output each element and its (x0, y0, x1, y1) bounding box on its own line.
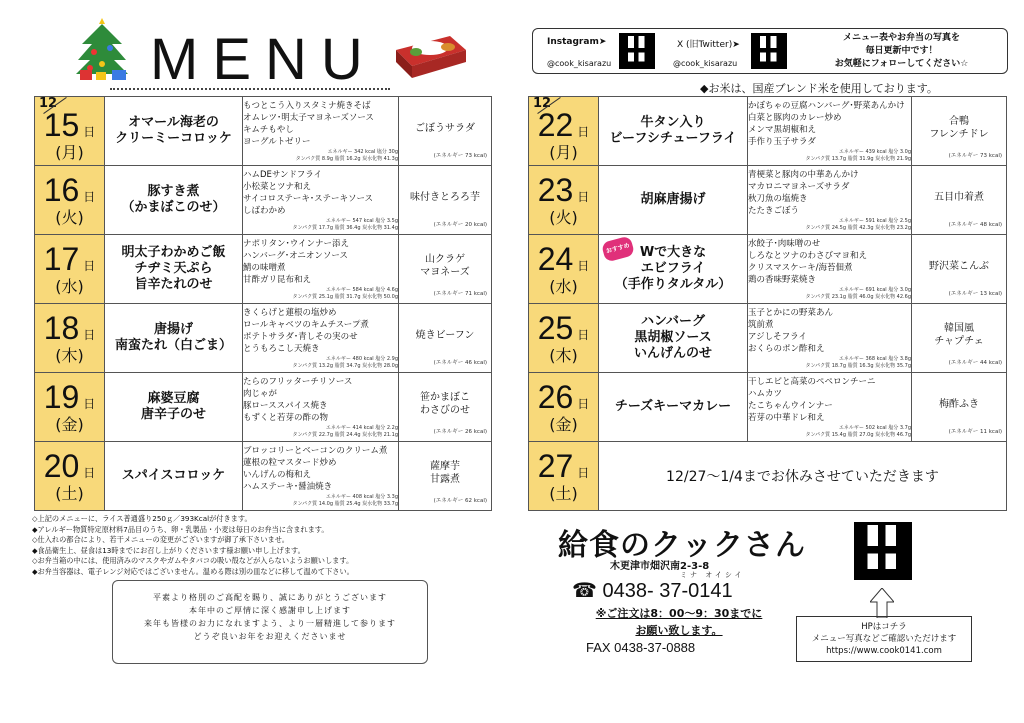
side-dishes (243, 235, 399, 304)
day-row (35, 373, 492, 442)
side-dish-item: たらのフリッターチリソース (243, 377, 353, 387)
x-label: X (旧Twitter)➤ (677, 40, 740, 50)
sns-message-line: お気軽にフォローしてください☆ (834, 59, 969, 69)
sub-dish (912, 304, 1007, 373)
side-dish-item: 玉子とかにの野菜あん (748, 308, 834, 318)
sub-dish-name (399, 122, 491, 135)
side-dishes (748, 235, 912, 304)
side-dish-item: ロールキャベツのキムチスープ煮 (243, 320, 369, 330)
day-row (529, 166, 1007, 235)
side-dishes (748, 166, 912, 235)
sub-dish-kcal: (エネルギー 48 kcal) (948, 222, 1002, 228)
side-dish-item: ハムステーキ･醤油焼き (243, 482, 333, 492)
main-dish-line: スパイスコロッケ (121, 468, 226, 483)
recommend-badge: おすすめ (601, 235, 635, 262)
side-dish-item: かぼちゃの豆腐ハンバーグ･野菜あんかけ (748, 101, 905, 111)
main-dish (599, 166, 748, 235)
main-dish (599, 235, 748, 304)
side-dish-item: ブロッコリーとベーコンのクリーム煮 (243, 446, 388, 456)
side-dish-item: 水餃子･肉味噌のせ (748, 239, 821, 249)
main-dish-line: 豚すき煮 (147, 184, 200, 199)
main-dish-line: 唐揚げ (153, 322, 193, 337)
weekday: (月) (549, 143, 578, 162)
nutrition-energy: エネルギー 342 kcal 塩分 30g (327, 149, 398, 155)
date-cell (35, 166, 105, 235)
side-dish-item: しばわかめ (243, 206, 286, 216)
note-line: ◆アレルギー物質特定原材料7品目のうち、卵・乳製品・小麦は毎日のお弁当に含まれます。 (32, 524, 329, 534)
date-number: 22 (537, 107, 574, 143)
side-dish-item: オムレツ･明太子マヨネーズソース (243, 113, 374, 123)
side-dishes (243, 97, 399, 166)
sub-dish-line: 笹かまぼこ (420, 392, 470, 403)
side-dish-item: 鶏の香味野菜焼き (748, 275, 817, 285)
side-dish-item: ナポリタン･ウインナー添え (243, 239, 349, 249)
weekday: (火) (55, 208, 84, 227)
day-unit: 日 (83, 466, 96, 480)
day-unit: 日 (577, 397, 590, 411)
phone-icon: ☎ (572, 580, 597, 602)
day-row (529, 235, 1007, 304)
side-dishes (243, 166, 399, 235)
date-number: 17 (43, 241, 80, 277)
side-dish-item: きくらげと蓮根の塩炒め (243, 308, 337, 318)
sub-dish (912, 373, 1007, 442)
nutrition-macros: タンパク質 24.5g 脂質 42.3g 炭水化物 23.2g (805, 225, 911, 231)
date-wrap (35, 380, 104, 434)
sub-dish-name (912, 398, 1006, 411)
date-number: 19 (43, 379, 80, 415)
title-underline (110, 88, 390, 90)
side-dishes (243, 304, 399, 373)
main-dish-line: 旨辛たれのせ (134, 277, 213, 292)
day-row (529, 373, 1007, 442)
date-wrap (35, 449, 104, 503)
nutrition-energy: エネルギー 584 kcal 塩分 4.6g (325, 287, 398, 293)
date-number: 25 (537, 310, 574, 346)
sub-dish (399, 166, 492, 235)
sub-dish-name (912, 191, 1006, 204)
arrow-up-icon (870, 588, 894, 618)
greeting-scroll (112, 580, 428, 664)
main-dish-line: オマール海老の (128, 115, 219, 130)
greeting-line: 平素より格別のご高配を賜り、誠にありがとうございます (153, 593, 387, 602)
order-line: お願い致します。 (635, 624, 723, 637)
nutrition-energy: エネルギー 591 kcal 塩分 2.5g (838, 218, 911, 224)
sub-dish-line: 焼きビーフン (415, 329, 475, 341)
date-wrap (35, 311, 104, 365)
date-cell (35, 442, 105, 511)
sub-dish-line: ごぼうサラダ (415, 122, 475, 134)
side-dish-item: 青梗菜と豚肉の中華あんかけ (748, 170, 859, 180)
menu-table-left (34, 96, 492, 511)
day-row (529, 304, 1007, 373)
side-dishes (748, 97, 912, 166)
order-line: ※ご注文は8：00～9：30までに (595, 607, 763, 620)
sub-dish-kcal: (エネルギー 20 kcal) (433, 222, 487, 228)
sub-dish-line: 五目巾着煮 (934, 191, 984, 203)
sub-dish-kcal: (エネルギー 73 kcal) (948, 153, 1002, 159)
main-dish (105, 373, 243, 442)
main-dish-line: ビーフシチューフライ (609, 131, 737, 146)
sub-dish-kcal: (エネルギー 11 kcal) (948, 429, 1002, 435)
nutrition-energy: エネルギー 368 kcal 塩分 3.8g (838, 356, 911, 362)
side-dish-item: 秋刀魚の塩焼き (748, 194, 808, 204)
weekday: (水) (55, 277, 84, 296)
date-wrap (35, 173, 104, 227)
sub-dish (399, 373, 492, 442)
day-row (35, 166, 492, 235)
main-dish-line: （かまぼこのせ） (121, 200, 226, 215)
sub-dish-name (912, 322, 1006, 348)
nutrition-macros: タンパク質 25.1g 脂質 31.7g 炭水化物 50.0g (292, 294, 398, 300)
main-dish (599, 304, 748, 373)
sns-message (799, 32, 1004, 71)
sns-banner (532, 28, 1008, 74)
sub-dish-line: 合鴨 (949, 116, 969, 127)
main-dish-line: 明太子わかめご飯 (121, 245, 226, 260)
sub-dish-kcal: (エネルギー 44 kcal) (948, 360, 1002, 366)
sub-dish-kcal: (エネルギー 73 kcal) (433, 153, 487, 159)
main-dish (105, 235, 243, 304)
side-dish-item: たこちゃんウインナー (748, 401, 833, 411)
note-line: ◇上記のメニューに、ライス普通盛り250ｇ／393Kcalが付きます。 (32, 514, 252, 523)
menu-title: MENU (150, 27, 377, 92)
nutrition-macros: タンパク質 18.7g 脂質 16.3g 炭水化物 35.7g (805, 363, 911, 369)
date-wrap (529, 311, 598, 365)
sub-dish-line: 韓国風 (944, 323, 974, 334)
day-unit: 日 (83, 190, 96, 204)
side-dish-item: もずくと若芽の酢の物 (243, 413, 329, 423)
side-dishes (748, 304, 912, 373)
date-cell (529, 235, 599, 304)
main-dish (105, 304, 243, 373)
note-line: ◇仕入れの都合により、若干メニューの変更がございますが御了承下さいませ。 (32, 535, 289, 544)
sub-dish-line: わさびのせ (420, 405, 470, 416)
sub-dish (912, 235, 1007, 304)
side-dish-item: クリスマスケーキ/海苔佃煮 (748, 263, 853, 273)
date-number: 18 (43, 310, 80, 346)
sub-dish-line: 梅酢ふき (939, 398, 979, 410)
x-qr-code[interactable] (751, 33, 787, 69)
day-unit: 日 (83, 397, 96, 411)
nutrition-macros: タンパク質 13.7g 脂質 31.9g 炭水化物 21.9g (805, 156, 911, 162)
main-dish (105, 97, 243, 166)
side-dishes (243, 442, 399, 511)
date-cell (529, 166, 599, 235)
side-dishes (748, 373, 912, 442)
side-dish-item: ハムDEサンドフライ (243, 170, 322, 180)
nutrition-energy: エネルギー 408 kcal 塩分 3.3g (325, 494, 398, 500)
day-row (35, 235, 492, 304)
date-cell (35, 304, 105, 373)
main-dish-line: クリーミーコロッケ (115, 131, 232, 146)
phone-text: 0438- 37-0141 (602, 580, 733, 602)
day-unit: 日 (83, 125, 96, 139)
sub-dish-line: 山クラゲ (425, 254, 465, 265)
side-dish-item: 小松菜とツナ和え (243, 182, 312, 192)
weekday: (水) (549, 277, 578, 296)
date-cell (529, 373, 599, 442)
side-dish-item: おくらのポン酢和え (748, 344, 825, 354)
sub-dish-name (399, 253, 491, 279)
side-dish-item: しろなとツナのわさびマヨ和え (748, 251, 868, 261)
day-unit: 日 (577, 125, 590, 139)
hp-url[interactable]: https://www.cook0141.com (826, 646, 942, 656)
main-dish-line: 牛タン入り (640, 115, 706, 130)
side-dish-item: 肉じゃが (243, 389, 278, 399)
weekday: (土) (549, 484, 578, 503)
side-dish-item: ポテトサラダ･青しその実のせ (243, 332, 358, 342)
side-dish-item: 手作り玉子サラダ (748, 137, 816, 147)
nutrition-macros: タンパク質 8.9g 脂質 16.2g 炭水化物 41.3g (295, 156, 398, 162)
sub-dish-name (399, 391, 491, 417)
sub-dish-line: 味付きとろろ芋 (410, 191, 480, 203)
date-cell (529, 97, 599, 166)
side-dish-item: もつとこう入りスタミナ焼きそば (243, 101, 371, 111)
sns-message-line: メニュー表やお弁当の写真を (842, 33, 960, 43)
holiday-notice: 12/27～1/4までお休みさせていただきます (599, 442, 1007, 511)
side-dish-item: 若芽の中華ドレ和え (748, 413, 825, 423)
main-dish-line: （手作りタルタル） (614, 277, 732, 292)
nutrition-macros: タンパク質 23.1g 脂質 46.0g 炭水化物 42.6g (805, 294, 911, 300)
side-dish-item: 白菜と豚肉のカレー炒め (748, 113, 842, 123)
sub-dish-name (399, 191, 491, 204)
month-label: 12 (39, 96, 58, 111)
sub-dish-name (399, 460, 491, 486)
main-dish-line: チーズキーマカレー (614, 399, 732, 414)
side-dish-item: キムチもやし (243, 125, 294, 135)
instagram-qr-code[interactable] (619, 33, 655, 69)
weekday: (木) (55, 346, 84, 365)
sub-dish-line: フレンチドレ (929, 129, 989, 140)
sub-dish-line: 野沢菜こんぶ (929, 260, 989, 272)
phone-kana: ミナ オイシイ (680, 571, 745, 579)
nutrition-energy: エネルギー 691 kcal 塩分 3.0g (838, 287, 911, 293)
nutrition-energy: エネルギー 480 kcal 塩分 2.9g (325, 356, 398, 362)
main-dish-line: 麻婆豆腐 (147, 391, 200, 406)
date-cell (35, 373, 105, 442)
date-number: 20 (43, 448, 80, 484)
sub-dish (399, 304, 492, 373)
note-line: ◆食品衛生上、昼食は13時までにお召し上がりくださいます様お願い申し上げます。 (32, 545, 305, 555)
nutrition-macros: タンパク質 22.7g 脂質 24.4g 炭水化物 21.1g (292, 432, 398, 438)
main-dish-line: ハンバーグ (640, 314, 706, 329)
day-unit: 日 (577, 190, 590, 204)
date-number: 15 (43, 107, 80, 143)
side-dish-item: 甘酢ガリ昆布和え (243, 275, 312, 285)
main-dish-line: 胡麻唐揚げ (640, 192, 706, 207)
side-dish-item: 筑前煮 (748, 320, 774, 330)
bento-box-icon (390, 30, 470, 82)
main-dish (105, 166, 243, 235)
side-dish-item: マカロニマヨネーズサラダ (748, 182, 850, 192)
sub-dish-line: チャプチェ (934, 336, 984, 347)
date-wrap (35, 242, 104, 296)
day-unit: 日 (577, 328, 590, 342)
day-unit: 日 (83, 259, 96, 273)
note-line: ◆お弁当容器は、電子レンジ対応ではございません。温める際は別の皿などに移して温めて下さい。 (32, 566, 354, 576)
sub-dish-kcal: (エネルギー 71 kcal) (433, 291, 487, 297)
sub-dish-kcal: (エネルギー 62 kcal) (433, 498, 487, 504)
sub-dish-line: 薩摩芋 (430, 461, 460, 472)
notes (32, 514, 492, 577)
side-dish-item: とうもろこし天焼き (243, 344, 320, 354)
date-number: 23 (537, 172, 574, 208)
phone-number[interactable] (572, 578, 733, 603)
x-handle: @cook_kisarazu (673, 59, 738, 68)
side-dishes (243, 373, 399, 442)
nutrition-macros: タンパク質 13.2g 脂質 34.7g 炭水化物 28.0g (292, 363, 398, 369)
side-dish-item: サイコロステーキ･ステーキソース (243, 194, 374, 204)
nutrition-energy: エネルギー 439 kcal 塩分 3.0g (838, 149, 911, 155)
date-cell (529, 304, 599, 373)
side-dish-item: たたきごぼう (748, 206, 800, 216)
weekday: (月) (55, 143, 84, 162)
date-number: 16 (43, 172, 80, 208)
sub-dish-name (912, 115, 1006, 141)
sub-dish (399, 235, 492, 304)
date-wrap (529, 242, 598, 296)
greeting-line: どうぞ良いお年をお迎えくださいませ (193, 632, 347, 641)
sub-dish (912, 97, 1007, 166)
side-dish-item: 蓮根の粒マスタード炒め (243, 458, 337, 468)
main-dish-line: チヂミ天ぷら (134, 261, 213, 276)
side-dish-item: アジしそフライ (748, 332, 807, 342)
main-dish (599, 373, 748, 442)
side-dish-item: ヨーグルトゼリー (243, 137, 311, 147)
side-dish-item: ハムカツ (748, 389, 783, 399)
day-row (35, 304, 492, 373)
main-dish (105, 442, 243, 511)
day-row (35, 97, 492, 166)
day-unit: 日 (577, 466, 590, 480)
date-number: 26 (537, 379, 574, 415)
main-dish-line: 南蛮たれ（白ごま） (114, 338, 232, 353)
instagram-label: Instagram➤ (547, 37, 607, 47)
date-wrap (529, 380, 598, 434)
date-cell (529, 442, 599, 511)
weekday: (金) (55, 415, 84, 434)
hp-label: HPはコチラ (861, 622, 907, 632)
date-number: 24 (537, 241, 574, 277)
month-label: 12 (533, 96, 552, 111)
date-cell (35, 97, 105, 166)
sub-dish-name (399, 329, 491, 342)
sub-dish-kcal: (エネルギー 13 kcal) (948, 291, 1002, 297)
nutrition-macros: タンパク質 17.7g 脂質 36.4g 炭水化物 31.4g (292, 225, 398, 231)
side-dish-item: 豚ローススパイス焼き (243, 401, 328, 411)
company-name: 給食のクックさん (558, 528, 806, 563)
main-dish (599, 97, 748, 166)
greeting-line: 本年中のご厚情に深く感謝申し上げます (189, 606, 351, 615)
hp-qr-code[interactable] (854, 522, 912, 580)
greeting-line: 来年も皆様のお力になれますよう、より一層精進して参ります (144, 619, 396, 628)
hp-box (796, 616, 972, 662)
rice-note: ◆お米は、国産ブレンド米を使用しております。 (700, 82, 938, 95)
side-dish-item: 鯖の味噌煮 (243, 263, 286, 273)
weekday: (金) (549, 415, 578, 434)
side-dish-item: いんげんの梅和え (243, 470, 312, 480)
christmas-tree-icon (72, 18, 132, 80)
main-dish-line: いんげんのせ (633, 346, 712, 361)
weekday: (土) (55, 484, 84, 503)
nutrition-energy: エネルギー 414 kcal 塩分 2.2g (325, 425, 398, 431)
sub-dish (399, 442, 492, 511)
main-dish-line: 黒胡椒ソース (634, 330, 712, 345)
day-unit: 日 (83, 328, 96, 342)
side-dish-item: ハンバーグ･オニオンソース (243, 251, 348, 261)
nutrition-energy: エネルギー 502 kcal 塩分 3.7g (838, 425, 911, 431)
nutrition-macros: タンパク質 15.4g 脂質 27.0g 炭水化物 46.7g (805, 432, 911, 438)
day-row (529, 97, 1007, 166)
day-row (35, 442, 492, 511)
fax-number: FAX 0438-37-0888 (586, 640, 696, 655)
side-dish-item: 干しエビと高菜のペペロンチーニ (748, 377, 876, 387)
sub-dish-line: マヨネーズ (420, 267, 470, 278)
weekday: (火) (549, 208, 578, 227)
weekday: (木) (549, 346, 578, 365)
main-dish-line: 唐辛子のせ (140, 407, 206, 422)
main-dish-line: Wで大きな (639, 245, 707, 260)
hp-description: メニュー写真などご確認いただけます (811, 634, 957, 644)
day-unit: 日 (577, 259, 590, 273)
sns-message-line: 毎日更新中です！ (865, 46, 938, 56)
sub-dish-kcal: (エネルギー 26 kcal) (433, 429, 487, 435)
day-row (529, 442, 1007, 511)
company-address: 木更津市畑沢南2-3-8 (610, 561, 710, 572)
nutrition-macros: タンパク質 14.0g 脂質 25.4g 炭水化物 33.7g (292, 501, 398, 507)
note-line: ◇お弁当箱の中には、使用済みのマスクやガムやタバコの吸い殻などが入らないようお願いします。 (32, 556, 354, 565)
date-number: 27 (537, 448, 574, 484)
instagram-handle: @cook_kisarazu (547, 59, 612, 68)
main-dish-line: エビフライ (640, 261, 706, 276)
date-cell (35, 235, 105, 304)
menu-table-right (528, 96, 1007, 511)
sub-dish-line: 甘露煮 (430, 474, 460, 485)
date-wrap (529, 173, 598, 227)
sub-dish-name (912, 260, 1006, 273)
nutrition-energy: エネルギー 547 kcal 塩分 3.5g (325, 218, 398, 224)
side-dish-item: メンマ黒胡椒和え (748, 125, 817, 135)
sub-dish (399, 97, 492, 166)
sub-dish (912, 166, 1007, 235)
sub-dish-kcal: (エネルギー 46 kcal) (433, 360, 487, 366)
order-note (574, 605, 784, 639)
